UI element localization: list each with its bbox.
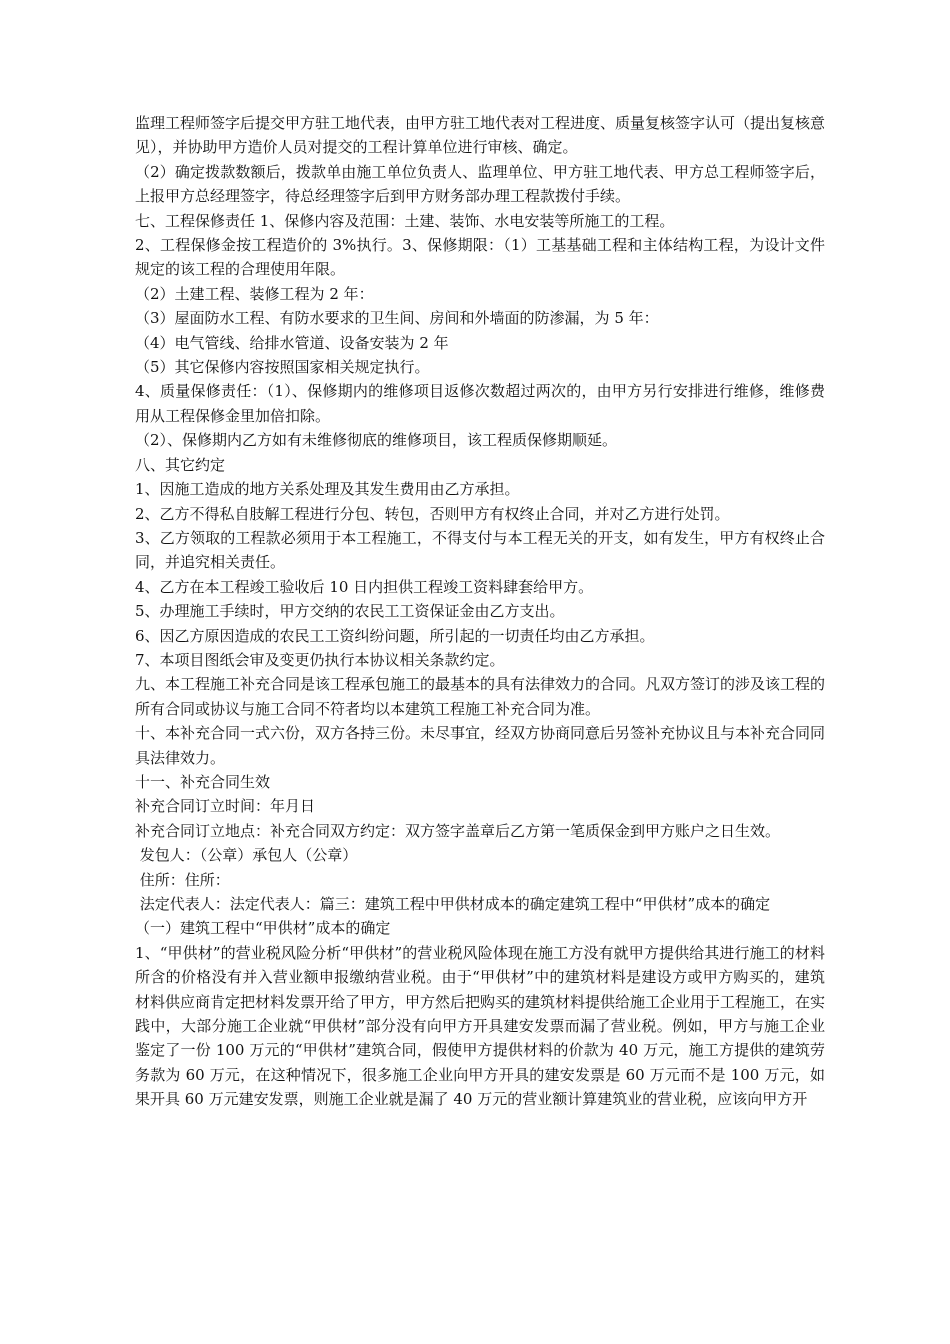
paragraph: （5）其它保修内容按照国家相关规定执行。 [135, 358, 430, 377]
paragraph: （3）屋面防水工程、有防水要求的卫生间、房间和外墙面的防渗漏，为 5 年： [135, 309, 659, 328]
paragraph: 6、因乙方原因造成的农民工工资纠纷问题，所引起的一切责任均由乙方承担。 [135, 626, 655, 645]
paragraph: 4、质量保修责任：（1）、保修期内的维修项目返修次数超过两次的，由甲方另行安排进行维修，维修费用从工程保修金里加倍扣除。 [135, 382, 825, 425]
paragraph: 5、办理施工手续时，甲方交纳的农民工工资保证金由乙方支出。 [135, 602, 565, 621]
paragraph: 3、乙方领取的工程款必须用于本工程施工，不得支付与本工程无关的开支，如有发生，甲方有权终止合同，并追究相关责任。 [135, 528, 825, 572]
signature-line: 住所：住所： [135, 870, 230, 889]
paragraph: （2）确定拨款数额后，拨款单由施工单位负责人、监理单位、甲方驻工地代表、甲方总工程师签字后，上报甲方总经理签字，待总经理签字后到甲方财务部办理工程款拨付手续。 [135, 162, 825, 206]
paragraph: 2、乙方不得私自肢解工程进行分包、转包，否则甲方有权终止合同，并对乙方进行处罚。 [135, 504, 730, 523]
paragraph: 补充合同订立时间：年月日 [135, 797, 316, 816]
section-heading: 十一、补充合同生效 [135, 772, 271, 791]
paragraph: 2、工程保修金按工程造价的 3%执行。3、保修期限：（1）工基基础工程和主体结构工程，为设计文件规定的该工程的合理使用年限。 [135, 236, 825, 279]
paragraph: 4、乙方在本工程竣工验收后 10 日内担供工程竣工资料肆套给甲方。 [135, 577, 594, 596]
signature-line: 法定代表人：法定代表人：篇三：建筑工程中甲供材成本的确定建筑工程中“甲供材”成本的确定 [135, 895, 771, 913]
paragraph: 七、工程保修责任 1、保修内容及范围：土建、装饰、水电安装等所施工的工程。 [135, 211, 675, 230]
paragraph: （2）土建工程、装修工程为 2 年： [135, 284, 374, 303]
paragraph: 1、因施工造成的地方关系处理及其发生费用由乙方承担。 [135, 480, 520, 499]
paragraph: 7、本项目图纸会审及变更仍执行本协议相关条款约定。 [135, 650, 505, 669]
section-heading: （一）建筑工程中“甲供材”成本的确定 [135, 919, 391, 938]
paragraph: 补充合同订立地点：补充合同双方约定：双方签字盖章后乙方第一笔质保金到甲方账户之日生效。 [135, 821, 781, 840]
document-body [135, 111, 825, 1112]
paragraph: （4）电气管线、给排水管道、设备安装为 2 年 [135, 333, 449, 352]
section-heading: 八、其它约定 [135, 455, 226, 474]
paragraph: （2）、保修期内乙方如有未维修彻底的维修项目，该工程质保修期顺延。 [135, 431, 618, 450]
paragraph: 监理工程师签字后提交甲方驻工地代表，由甲方驻工地代表对工程进度、质量复核签字认可（提出复核意见），并协助甲方造价人员对提交的工程计算单位进行审核、确定。 [135, 114, 826, 157]
signature-line: 发包人：（公章）承包人（公章） [135, 846, 358, 865]
paragraph: 1、“甲供材”的营业税风险分析“甲供材”的营业税风险体现在施工方没有就甲方提供给其进行施工的材料所含的价格没有并入营业额申报缴纳营业税。由于“甲供材”中的建筑材料是建设方或甲方购买的，建筑材料供应商肯定把材料发票开给了甲方，甲方然后把购买的建筑材料提供给施工企业用于工程施工，在实践中，大部分施工企业就“甲供材”部分没有向甲方开具建安发票而漏了营业税。例如，甲方与施工企业鉴定了一份 100 万元的“甲供材”建筑合同，假使甲方提供材料的价款为 40 万元，施工方提供的建筑劳务款为 60 万元，在这种情况下，很多施工企业向甲方开具的建安发票是 60 万元而不是 100 万元，如果开具 60 万元建安发票，则施工企业就是漏了 40 万元的营业额计算建筑业的营业税，应该向甲方开 [135, 943, 826, 1109]
paragraph: 九、本工程施工补充合同是该工程承包施工的最基本的具有法律效力的合同。凡双方签订的涉及该工程的所有合同或协议与施工合同不符者均以本建筑工程施工补充合同为准。 [135, 675, 826, 718]
paragraph: 十、本补充合同一式六份，双方各持三份。未尽事宜，经双方协商同意后另签补充协议且与本补充合同同具法律效力。 [135, 724, 826, 767]
